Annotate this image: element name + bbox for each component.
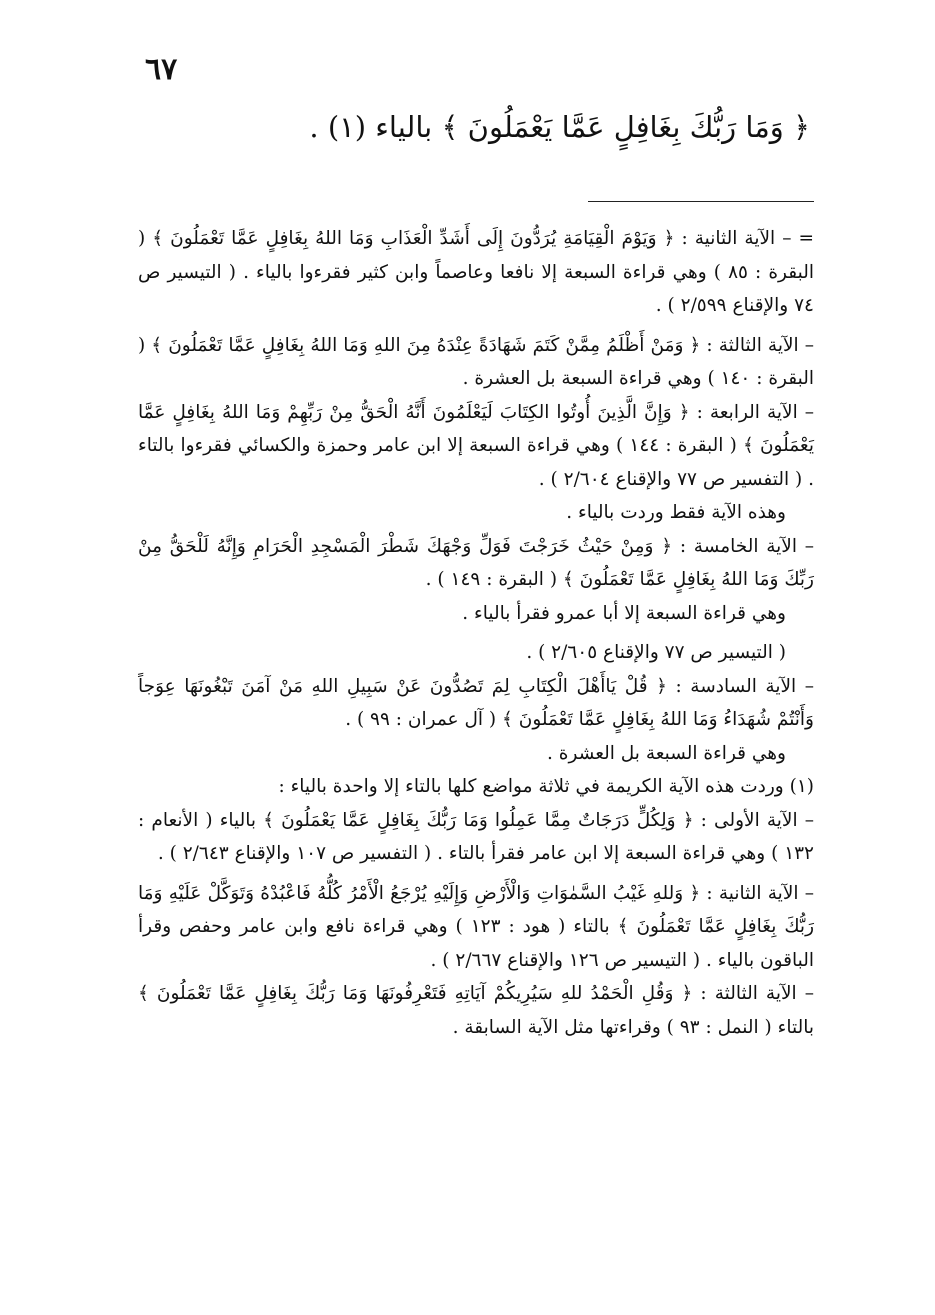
footnote-paragraph: – الآية الرابعة : ﴿ وَإِنَّ الَّذِينَ أُوتُوا الكِتَابَ لَيَعْلَمُونَ أَنَّهُ الْحَقُّ مِنْ رَبِّهِمْ وَمَا اللهُ بِغَافِلٍ عَمَّا يَعْمَلُونَ ﴾ ( البقرة : ١٤٤ ) وهي قراءة السبعة إلا ابن عامر وحمزة والكسائي فقرءوا بالتاء . ( التفسير ص ٧٧ والإقناع ٢/٦٠٤ ) .: [138, 401, 815, 490]
footnote-paragraph: ( التيسير ص ٧٧ والإقناع ٢/٦٠٥ ) .: [526, 642, 786, 663]
footnote-separator: [588, 201, 814, 202]
footnote-paragraph: وهي قراءة السبعة إلا أبا عمرو فقرأ بالياء .: [462, 602, 786, 624]
footnote-paragraph: – الآية السادسة : ﴿ قُلْ يَاأَهْلَ الْكِتَابِ لِمَ تَصُدُّونَ عَنْ سَبِيلِ اللهِ مَنْ آمَنَ تَبْغُونَهَا عِوَجاً وَأَنْتُمْ شُهَدَاءُ وَمَا اللهُ بِغَافِلٍ عَمَّا تَعْمَلُونَ ﴾ ( آل عمران : ٩٩ ) .: [138, 675, 814, 730]
footnote-paragraph: – الآية الخامسة : ﴿ وَمِنْ حَيْثُ خَرَجْتَ فَوَلِّ وَجْهَكَ شَطْرَ الْمَسْجِدِ الْحَرَامِ وَإِنَّهُ لَلْحَقُّ مِنْ رَبِّكَ وَمَا اللهُ بِغَافِلٍ عَمَّا تَعْمَلُونَ ﴾ ( البقرة : ١٤٩ ) .: [138, 535, 814, 590]
footnote-paragraph: = – الآية الثانية : ﴿ وَيَوْمَ الْقِيَامَةِ يُرَدُّونَ إِلَى أَشَدِّ الْعَذَابِ وَمَا اللهُ بِغَافِلٍ عَمَّا تَعْمَلُونَ ﴾ ( البقرة : ٨٥ ) وهي قراءة السبعة إلا نافعا وعاصماً وابن كثير فقرءوا بالياء . ( التيسير ص ٧٤ والإقناع ٢/٥٩٩ ) .: [138, 228, 814, 316]
page-number: ٦٧: [145, 52, 178, 87]
main-verse-line: ﴿ وَمَا رَبُّكَ بِغَافِلٍ عَمَّا يَعْمَلُونَ ﴾ بالياء (١) .: [309, 110, 810, 144]
footnote-paragraph: – الآية الثالثة : ﴿ وَمَنْ أَظْلَمُ مِمَّنْ كَتَمَ شَهَادَةً عِنْدَهُ مِنَ اللهِ وَمَا اللهُ بِغَافِلٍ عَمَّا تَعْمَلُونَ ﴾ ( البقرة : ١٤٠ ) وهي قراءة السبعة بل العشرة .: [138, 334, 814, 389]
footnote-paragraph: وهي قراءة السبعة بل العشرة .: [547, 742, 786, 764]
footnote-paragraph: وهذه الآية فقط وردت بالياء .: [566, 502, 786, 523]
footnote-paragraph: – الآية الأولى : ﴿ وَلِكُلٍّ دَرَجَاتٌ مِمَّا عَمِلُوا وَمَا رَبُّكَ بِغَافِلٍ عَمَّا يَعْمَلُونَ ﴾ بالياء ( الأنعام : ١٣٢ ) وهي قراءة السبعة إلا ابن عامر فقرأ بالتاء . ( التفسير ص ١٠٧ والإقناع ٢/٦٤٣ ) .: [138, 809, 814, 864]
footnote-paragraph: – الآية الثالثة : ﴿ وَقُلِ الْحَمْدُ للهِ سَيُرِيكُمْ آيَاتِهِ فَتَعْرِفُونَهَا وَمَا رَبُّكَ بِغَافِلٍ عَمَّا تَعْمَلُونَ ﴾ بالتاء ( النمل : ٩٣ ) وقراءتها مثل الآية السابقة .: [138, 983, 814, 1038]
footnote-paragraph: – الآية الثانية : ﴿ وَللهِ غَيْبُ السَّمٰوَاتِ وَالْأَرْضِ وَإِلَيْهِ يُرْجَعُ الْأَمْرُ كُلُّهُ فَاعْبُدْهُ وَتَوَكَّلْ عَلَيْهِ وَمَا رَبُّكَ بِغَافِلٍ عَمَّا تَعْمَلُونَ ﴾ بالتاء ( هود : ١٢٣ ) وهي قراءة نافع وابن عامر وحفص وقرأ الباقون بالياء . ( التيسير ص ١٢٦ والإقناع ٢/٦٦٧ ) .: [138, 882, 814, 971]
footnotes-block: [138, 222, 814, 1044]
footnote-marker-paragraph: (١) وردت هذه الآية الكريمة في ثلاثة مواضع كلها بالتاء إلا واحدة بالياء :: [278, 776, 814, 797]
